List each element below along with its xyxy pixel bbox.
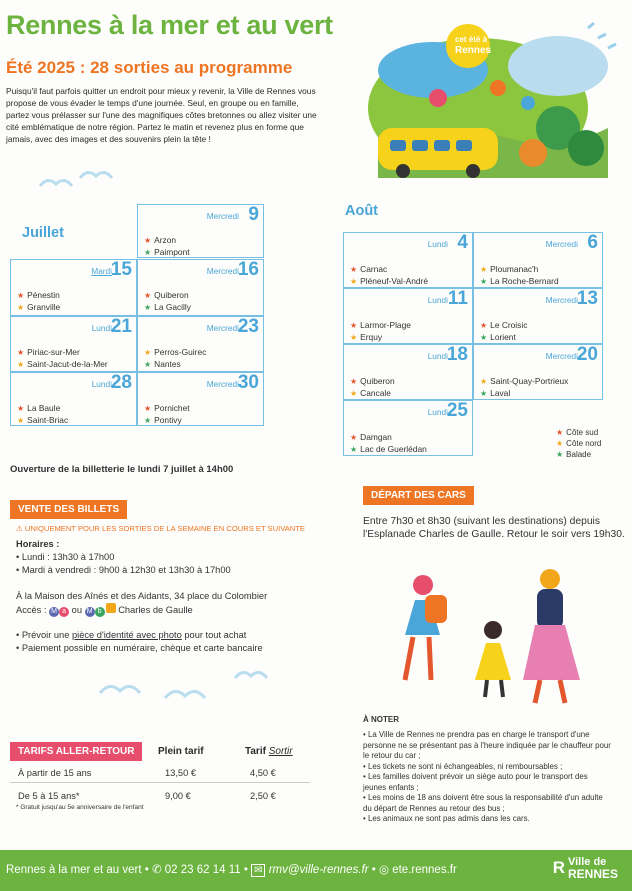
- footer-email[interactable]: rmv@ville-rennes.fr: [268, 864, 369, 876]
- destination-item: [17, 403, 68, 415]
- cell-day-number: 16: [237, 259, 259, 280]
- legend-item: ★ Balade: [556, 450, 592, 459]
- star-icon: ★: [17, 348, 25, 357]
- month-aout: Août: [345, 203, 379, 219]
- tarif-col-plein: Plein tarif: [158, 746, 204, 757]
- destination-item: [350, 264, 428, 276]
- destination-item: [350, 388, 395, 400]
- star-icon: ★: [350, 265, 358, 274]
- destination-name: Larmor-Plage: [360, 320, 411, 330]
- summer-illustration: [358, 8, 628, 198]
- destination-name: Erquy: [360, 331, 383, 342]
- cell-day-number: 9: [248, 204, 259, 225]
- star-icon: ★: [17, 404, 25, 413]
- cell-day-number: 18: [446, 344, 468, 365]
- page-title: Rennes à la mer et au vert: [6, 10, 333, 40]
- tarif-row-plein: 9,00 €: [165, 791, 191, 801]
- star-icon: ★: [350, 377, 358, 386]
- cell-weekday: Lundi: [91, 323, 112, 333]
- acces-line: Accès : M a ou M b Charles de Gaulle: [16, 605, 193, 615]
- destination-item: [17, 347, 108, 359]
- destinations-list: [17, 347, 108, 370]
- star-icon: ★: [350, 388, 358, 398]
- destination-name: Piriac-sur-Mer: [27, 347, 80, 357]
- legend: [556, 427, 601, 460]
- depart-tag: DÉPART DES CARS: [363, 486, 474, 505]
- cell-weekday: Mercredi: [206, 266, 239, 276]
- ville-de-rennes-logo: R Ville de RENNES: [552, 856, 618, 881]
- destination-item: [17, 415, 68, 427]
- cell-weekday: Lundi: [427, 407, 448, 417]
- cell-day-number: 20: [576, 344, 598, 365]
- sortir-logo: Sortir: [268, 746, 293, 757]
- noter-item: • Les animaux ne sont pas admis dans les cars.: [363, 814, 530, 823]
- noter-item: • Les moins de 18 ans doivent être sous la responsabilité d'un adulte du départ de Rennes au retour des bus ;: [363, 793, 603, 813]
- destination-name: Saint-Briac: [27, 414, 69, 425]
- destination-item: [480, 276, 559, 288]
- legend-item: ★ Côte nord: [556, 439, 602, 448]
- vente-lieu: À la Maison des Aînés et des Aidants, 34 place du Colombier Accès : M a ou M b Charles de Gaulle: [16, 590, 346, 617]
- cell-day-number: 28: [110, 372, 132, 393]
- destinations-list: [350, 376, 395, 399]
- cell-day-number: 25: [446, 400, 468, 421]
- destination-name: Pornichet: [154, 403, 190, 413]
- calendar-cell: [137, 372, 264, 426]
- footer-contact: Rennes à la mer et au vert • ✆ 02 23 62 14 11 • ✉ rmv@ville-rennes.fr • ◎ ete.rennes.fr: [6, 864, 457, 876]
- cell-weekday: Mercredi: [545, 239, 578, 249]
- tarif-col-sortir: Tarif Sortir: [245, 746, 293, 757]
- calendar-cell: [137, 316, 264, 372]
- tarif-divider: [10, 782, 310, 783]
- calendar-cell: [473, 232, 603, 288]
- tarif-row-label: À partir de 15 ans: [18, 768, 92, 778]
- star-icon: ★: [17, 415, 25, 425]
- destination-name: Pléneuf-Val-André: [360, 275, 428, 286]
- web-icon: ◎: [378, 864, 390, 876]
- destinations-list: [480, 264, 559, 287]
- metro-icon: M: [85, 607, 95, 617]
- noter-list: [363, 730, 613, 825]
- cell-weekday: Mercredi: [206, 323, 239, 333]
- birds-decoration: [35, 168, 125, 208]
- tarif-row-plein: 13,50 €: [165, 768, 197, 778]
- birds-decoration: [95, 668, 275, 718]
- star-icon: ★: [480, 276, 488, 286]
- calendar-cell: [473, 288, 603, 344]
- destination-name: Arzon: [154, 235, 177, 245]
- cell-day-number: 11: [447, 288, 468, 309]
- destination-name: La Roche-Bernard: [490, 275, 559, 286]
- cell-weekday: Mardi: [91, 266, 112, 276]
- people-illustration: [395, 565, 595, 710]
- month-juillet: Juillet: [22, 225, 64, 241]
- calendar-cell: [343, 232, 473, 288]
- destination-name: Le Croisic: [490, 320, 528, 330]
- footer-phone[interactable]: 02 23 62 14 11: [164, 864, 241, 876]
- destination-name: Quiberon: [154, 290, 189, 300]
- cell-weekday: Lundi: [427, 351, 448, 361]
- destinations-list: [480, 320, 527, 343]
- destination-item: [480, 264, 559, 276]
- destination-item: [144, 415, 190, 427]
- noter-item: • La Ville de Rennes ne prendra pas en charge le transport d'une personne ne se présentant pas à l'heure indiquée par le chauffeur pour le retour du car ;: [363, 730, 611, 760]
- destination-name: Carnac: [360, 264, 388, 274]
- destination-item: [480, 332, 527, 344]
- star-icon: ★: [350, 433, 358, 442]
- calendar-cell: [343, 400, 473, 456]
- destination-name: Lac de Guerlédan: [360, 443, 427, 454]
- calendar-cell: [137, 204, 264, 258]
- cell-weekday: Mercredi: [545, 295, 578, 305]
- calendar-cell: [10, 372, 137, 426]
- noter-item: • Les tickets ne sont ni échangeables, ni remboursables ;: [363, 761, 563, 771]
- star-icon: ★: [144, 291, 152, 300]
- destination-item: [17, 302, 60, 314]
- destination-item: [350, 376, 395, 388]
- star-icon: ★: [144, 415, 152, 425]
- cell-weekday: Lundi: [427, 295, 448, 305]
- cell-weekday: Lundi: [427, 239, 448, 249]
- cell-day-number: 4: [457, 232, 468, 253]
- star-icon: ★: [350, 276, 358, 286]
- destination-item: [480, 376, 568, 388]
- cell-day-number: 30: [237, 372, 259, 393]
- star-icon: ★: [144, 247, 152, 257]
- destinations-list: [480, 376, 568, 399]
- destination-name: Damgan: [360, 432, 392, 442]
- metro-line-a-icon: a: [59, 607, 69, 617]
- cell-day-number: 23: [237, 316, 259, 337]
- destinations-list: [350, 432, 427, 455]
- vente-horaires: Horaires : • Lundi : 13h30 à 17h00 • Mardi à vendredi : 9h00 à 12h30 et 13h30 à 17h00: [16, 539, 231, 575]
- destinations-list: [144, 235, 190, 258]
- destination-item: [144, 302, 191, 314]
- destination-item: [144, 247, 190, 259]
- metro-icon: M: [49, 607, 59, 617]
- destination-name: Lorient: [490, 331, 516, 342]
- destination-item: [350, 320, 411, 332]
- star-icon: ★: [350, 332, 358, 342]
- destination-item: [350, 276, 428, 288]
- star-icon: ★: [144, 348, 152, 357]
- noter-item: • Les familles doivent prévoir un siège auto pour le transport des jeunes enfants ;: [363, 772, 588, 792]
- legend-item: ★ Côte sud: [556, 428, 599, 437]
- footer-web[interactable]: ete.rennes.fr: [392, 864, 457, 876]
- destinations-list: [144, 403, 190, 426]
- destination-item: [144, 235, 190, 247]
- bus-icon: [106, 603, 116, 613]
- star-icon: ★: [480, 332, 488, 342]
- destinations-list: [350, 264, 428, 287]
- cell-day-number: 15: [110, 259, 132, 280]
- star-icon: ★: [480, 388, 488, 398]
- calendar-cell: [137, 259, 264, 316]
- metro-line-b-icon: b: [95, 607, 105, 617]
- destination-item: [350, 432, 427, 444]
- destination-name: Nantes: [154, 358, 181, 369]
- destination-item: [144, 290, 191, 302]
- star-icon: ★: [480, 265, 488, 274]
- destination-name: La Baule: [27, 403, 61, 413]
- star-icon: ★: [144, 236, 152, 245]
- destination-item: [144, 359, 206, 371]
- destination-item: [144, 347, 206, 359]
- destinations-list: [144, 290, 191, 313]
- vente-warning: ⚠ UNIQUEMENT POUR LES SORTIES DE LA SEMAINE EN COURS ET SUIVANTE: [16, 524, 305, 533]
- destination-name: Ploumanac'h: [490, 264, 539, 274]
- destination-name: Laval: [490, 387, 511, 398]
- star-icon: ★: [350, 444, 358, 454]
- destination-name: La Gacilly: [154, 301, 191, 312]
- calendar-cell: [473, 344, 603, 400]
- cell-weekday: Mercredi: [206, 379, 239, 389]
- star-icon: ★: [17, 302, 25, 312]
- star-icon: ★: [144, 302, 152, 312]
- star-icon: ★: [17, 291, 25, 300]
- cell-weekday: Mercredi: [545, 351, 578, 361]
- tarif-note: * Gratuit jusqu'au 5e anniversaire de l'enfant: [16, 804, 144, 811]
- destinations-list: [17, 290, 60, 313]
- phone-icon: ✆: [151, 864, 162, 876]
- destination-item: [17, 359, 108, 371]
- destination-name: Paimpont: [154, 246, 190, 257]
- calendar-cell: [10, 316, 137, 372]
- page-subtitle: Été 2025 : 28 sorties au programme: [6, 58, 293, 77]
- intro-text: Puisqu'il faut parfois quitter un endroit pour mieux y revenir, la Ville de Rennes vous propose de vous évader le temps d'une journée. Seul, en groupe ou en famille, partez vous prélasser sur l'une des magnifiques côtes bretonnes ou allez visiter une cité emblématique de notre région. Partez le matin et revenez plus en forme que jamais, avec des images et des souvenirs plein la tête !: [6, 86, 317, 144]
- destination-name: Saint-Jacut-de-la-Mer: [27, 358, 108, 369]
- destination-name: Saint-Quay-Portrieux: [490, 376, 569, 386]
- cell-day-number: 21: [110, 316, 132, 337]
- cell-weekday: Mercredi: [206, 211, 239, 221]
- star-icon: ★: [350, 321, 358, 330]
- billetterie-opening: Ouverture de la billetterie le lundi 7 juillet à 14h00: [10, 464, 234, 475]
- star-icon: ★: [144, 359, 152, 369]
- destination-name: Granville: [27, 301, 61, 312]
- star-icon: ★: [480, 377, 488, 386]
- destinations-list: [350, 320, 411, 343]
- destination-item: [144, 403, 190, 415]
- destination-item: [480, 320, 527, 332]
- calendar-cell: [343, 288, 473, 344]
- tarif-row-sortir: 2,50 €: [250, 791, 276, 801]
- cell-weekday: Lundi: [91, 379, 112, 389]
- destination-name: Pontivy: [154, 414, 182, 425]
- depart-text: Entre 7h30 et 8h30 (suivant les destinations) depuis l'Esplanade Charles de Gaulle. Retour le soir vers 19h30.: [363, 516, 625, 540]
- noter-title: À NOTER: [363, 715, 399, 724]
- destination-name: Perros-Guirec: [154, 347, 207, 357]
- badge-text-2: Rennes: [455, 45, 492, 56]
- destination-item: [17, 290, 60, 302]
- destination-name: Quiberon: [360, 376, 395, 386]
- destinations-list: [144, 347, 206, 370]
- vente-tag: VENTE DES BILLETS: [10, 500, 127, 519]
- tarif-row-sortir: 4,50 €: [250, 768, 276, 778]
- star-icon: ★: [144, 404, 152, 413]
- email-icon: ✉: [251, 864, 265, 877]
- vente-bullets: • Prévoir une pièce d'identité avec photo pour tout achat • Paiement possible en numéraire, chèque et carte bancaire: [16, 630, 263, 653]
- destinations-list: [17, 403, 68, 426]
- calendar-cell: [10, 259, 137, 316]
- star-icon: ★: [480, 321, 488, 330]
- destination-item: [350, 444, 427, 456]
- cell-day-number: 6: [587, 232, 598, 253]
- calendar-cell: [343, 344, 473, 400]
- tarifs-tag: TARIFS ALLER-RETOUR: [10, 742, 142, 761]
- destination-item: [480, 388, 568, 400]
- footer: [0, 850, 632, 891]
- star-icon: ★: [17, 359, 25, 369]
- tarif-row-label: De 5 à 15 ans*: [18, 791, 80, 801]
- destination-name: Pénestin: [27, 290, 60, 300]
- destination-item: [350, 332, 411, 344]
- cell-day-number: 13: [576, 288, 598, 309]
- destination-name: Cancale: [360, 387, 391, 398]
- rennes-logo-icon: R: [552, 858, 565, 877]
- badge-text-1: cet été à: [455, 35, 488, 44]
